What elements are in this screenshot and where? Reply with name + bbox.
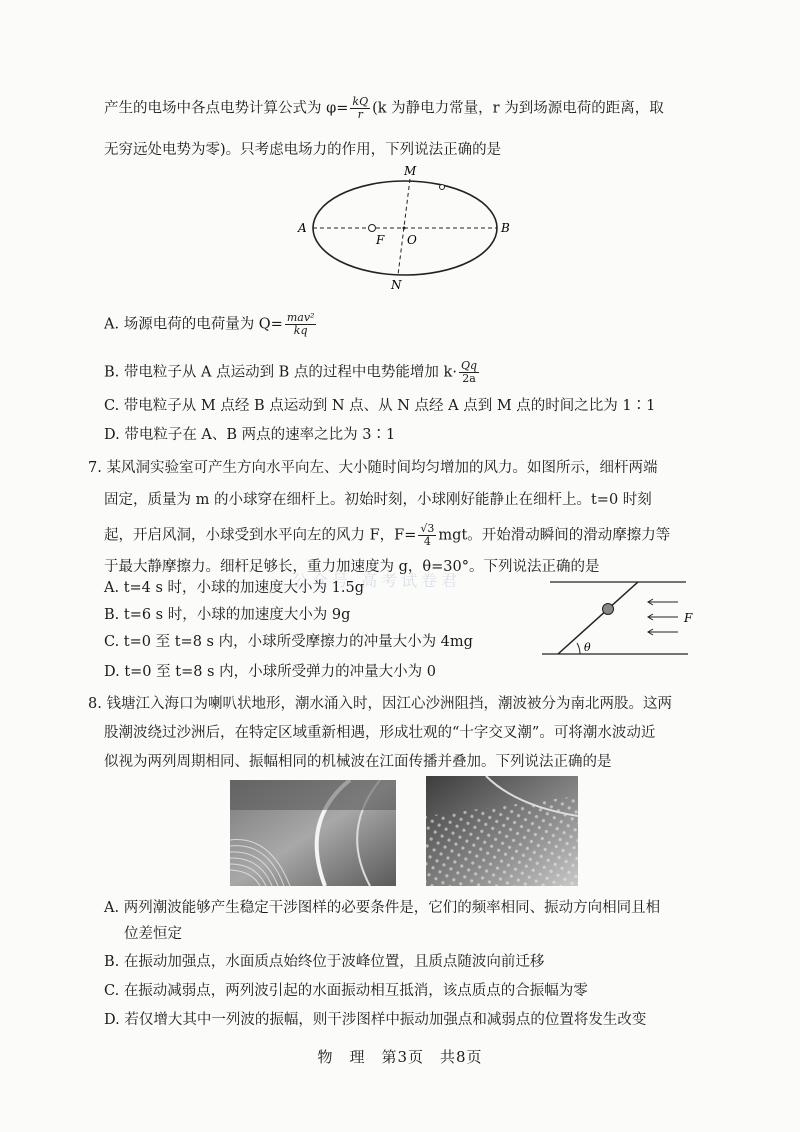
theta-arc [577, 643, 580, 654]
q6-a-den: kq [293, 324, 308, 337]
q7-stem-line-4: 于最大静摩擦力。细杆足够长，重力加速度为 g，θ=30°。下列说法正确的是 [104, 559, 600, 575]
q6-option-d: D. 带电粒子在 A、B 两点的速率之比为 3∶1 [104, 427, 396, 443]
page-footer: 物 理 第3页 共8页 [317, 1048, 483, 1066]
q6-b-den: 2a [462, 372, 476, 385]
q7-force-fraction [418, 523, 436, 548]
q7-stem-line-1: 7. 某风洞实验室可产生方向水平向左、大小随时间均匀增加的风力。如图所示，细杆两端 [88, 460, 658, 476]
q7-l3-text-b: mgt。开始滑动瞬间的滑动摩擦力等 [438, 527, 671, 544]
label-A: A [298, 221, 307, 235]
source-charge-point [369, 225, 376, 232]
q8-stem-line-3: 似视为两列周期相同、振幅相同的机械波在江面传播并叠加。下列说法正确的是 [104, 754, 612, 770]
q8-option-d: D. 若仅增大其中一列波的振幅，则干涉图样中振动加强点和减弱点的位置将发生改变 [104, 1012, 647, 1028]
ball [603, 604, 614, 615]
q7-option-a: A. t=4 s 时，小球的加速度大小为 1.5g [104, 580, 365, 596]
q6-b-num: Qq [460, 359, 478, 372]
phi-denominator: r [357, 108, 363, 121]
q6-a-fraction [285, 312, 317, 337]
phi-fraction [350, 96, 370, 121]
q7-option-c: C. t=0 至 t=8 s 内，小球所受摩擦力的冲量大小为 4mg [104, 634, 473, 650]
center-point [403, 227, 406, 230]
ellipse-figure [290, 165, 520, 290]
intro-line-2: 无穷远处电势为零)。只考虑电场力的作用，下列说法正确的是 [104, 142, 502, 158]
q6-b-text: B. 带电粒子从 A 点运动到 B 点的过程中电势能增加 k· [104, 364, 457, 381]
q7-stem-line-2: 固定，质量为 m 的小球穿在细杆上。初始时刻，小球刚好能静止在细杆上。t=0 时刻 [104, 492, 652, 508]
q6-option-b [104, 360, 481, 385]
q8-stem-line-2: 股潮波绕过沙洲后，在特定区域重新相遇，形成壮观的“十字交叉潮”。可将潮水波动近 [104, 725, 656, 741]
label-O: O [407, 233, 417, 247]
label-F-force: F [684, 611, 693, 625]
incline-figure [538, 576, 698, 658]
q8-option-a-line-1: A. 两列潮波能够产生稳定干涉图样的必要条件是，它们的频率相同、振动方向相同且相 [104, 900, 661, 916]
q6-a-num: mav² [286, 311, 315, 324]
watermark-text: 公众号 高考试卷君 [292, 571, 462, 590]
intro-line-1 [104, 96, 664, 121]
q7-option-d: D. t=0 至 t=8 s 内，小球所受弹力的冲量大小为 0 [104, 664, 436, 680]
q8-option-a-line-2: 位差恒定 [124, 926, 182, 942]
q8-option-b: B. 在振动加强点，水面质点始终位于波峰位置，且质点随波向前迁移 [104, 954, 545, 970]
tide-photo-right [426, 776, 578, 886]
particle-point [440, 185, 445, 190]
tide-photo-left [230, 780, 396, 886]
q7-frac-den: 4 [423, 535, 431, 548]
q8-stem-line-1: 8. 钱塘江入海口为喇叭状地形，潮水涌入时，因江心沙洲阻挡，潮波被分为南北两股。这两 [88, 696, 672, 712]
label-F: F [376, 233, 385, 247]
q6-option-c: C. 带电粒子从 M 点经 B 点运动到 N 点、从 N 点经 A 点到 M 点的时间之比为 1∶1 [104, 398, 656, 414]
wind-arrows [648, 599, 678, 635]
q7-frac-num: √3 [420, 522, 435, 535]
q7-option-b: B. t=6 s 时，小球的加速度大小为 9g [104, 607, 351, 623]
label-B: B [501, 221, 510, 235]
intro-text-b: (k 为静电力常量，r 为到场源电荷的距离，取 [372, 100, 664, 117]
phi-numerator: kQ [352, 95, 369, 108]
thin-rod [558, 582, 638, 654]
q6-option-a [104, 312, 318, 337]
intro-text-a: 产生的电场中各点电势计算公式为 φ= [104, 100, 349, 117]
q8-option-c: C. 在振动减弱点，两列波引起的水面振动相互抵消，该点质点的合振幅为零 [104, 983, 588, 999]
label-theta: θ [584, 641, 591, 654]
q7-l3-text-a: 起，开启风洞，小球受到水平向左的风力 F，F= [104, 527, 417, 544]
q6-b-fraction [459, 360, 479, 385]
q7-stem-line-3 [104, 523, 670, 548]
q6-a-text: A. 场源电荷的电荷量为 Q= [104, 316, 283, 333]
label-M: M [404, 165, 417, 178]
label-N: N [391, 278, 402, 290]
